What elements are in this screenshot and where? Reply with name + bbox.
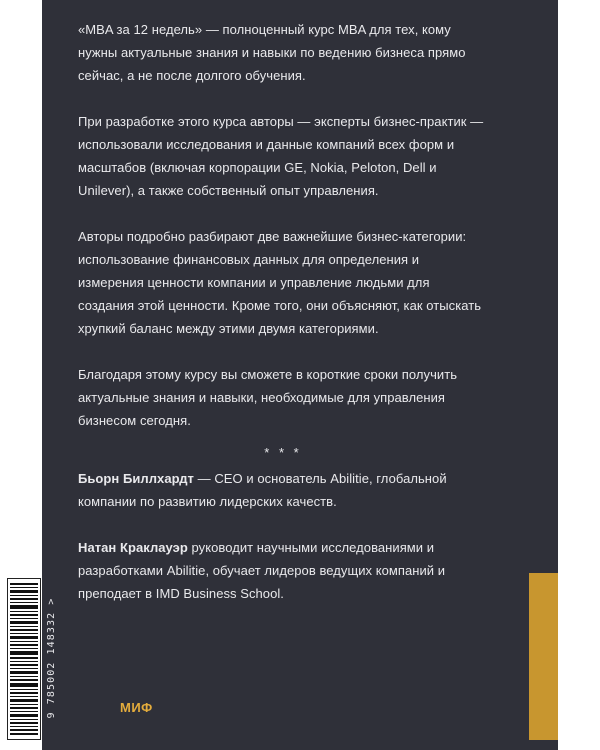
barcode-icon (10, 583, 38, 735)
author-bio-kraklauer (78, 536, 488, 605)
annotation-text (78, 18, 488, 628)
author-name: Натан Краклауэр (78, 540, 188, 555)
isbn-barcode (7, 578, 41, 740)
paragraph-intro: «MBA за 12 недель» — полноценный курс MBA для тех, кому нужны актуальные знания и навыки по ведению бизнеса прямо сейчас, а не после долгого обучения. (78, 22, 466, 83)
author-bio: — CEO и основатель Abilitie, глобальной компании по развитию лидерских качеств. (78, 471, 447, 509)
author-bio-billhardt (78, 467, 488, 513)
isbn-number (46, 578, 58, 738)
isbn-text: 9 785002 148332 > (46, 597, 57, 719)
paragraph-categories: Авторы подробно разбирают две важнейшие бизнес-категории: использование финансовых данных для определения и измерения ценности компании и управление людьми для создания этой ценности. Кроме того, они объясняют, как отыскать хрупкий баланс между этими двумя категориями. (78, 229, 482, 336)
section-separator: * * * (264, 445, 302, 460)
accent-stripe (529, 573, 558, 740)
paragraph-development: При разработке этого курса авторы — эксперты бизнес-практик — использовали исследования и данные компаний всех форм и масштабов (включая корпорации GE, Nokia, Peloton, Dell и Unilever), а также собственный опыт управления. (78, 114, 484, 198)
publisher-logo: МИФ (120, 700, 153, 715)
paragraph-benefit: Благодаря этому курсу вы сможете в короткие сроки получить актуальные знания и навыки, необходимые для управления бизнесом сегодня. (78, 367, 458, 428)
author-bio: руководит научными исследованиями и разработками Abilitie, обучает лидеров ведущих компаний и преподает в IMD Business School. (78, 540, 446, 601)
author-name: Бьорн Биллхардт (78, 471, 194, 486)
